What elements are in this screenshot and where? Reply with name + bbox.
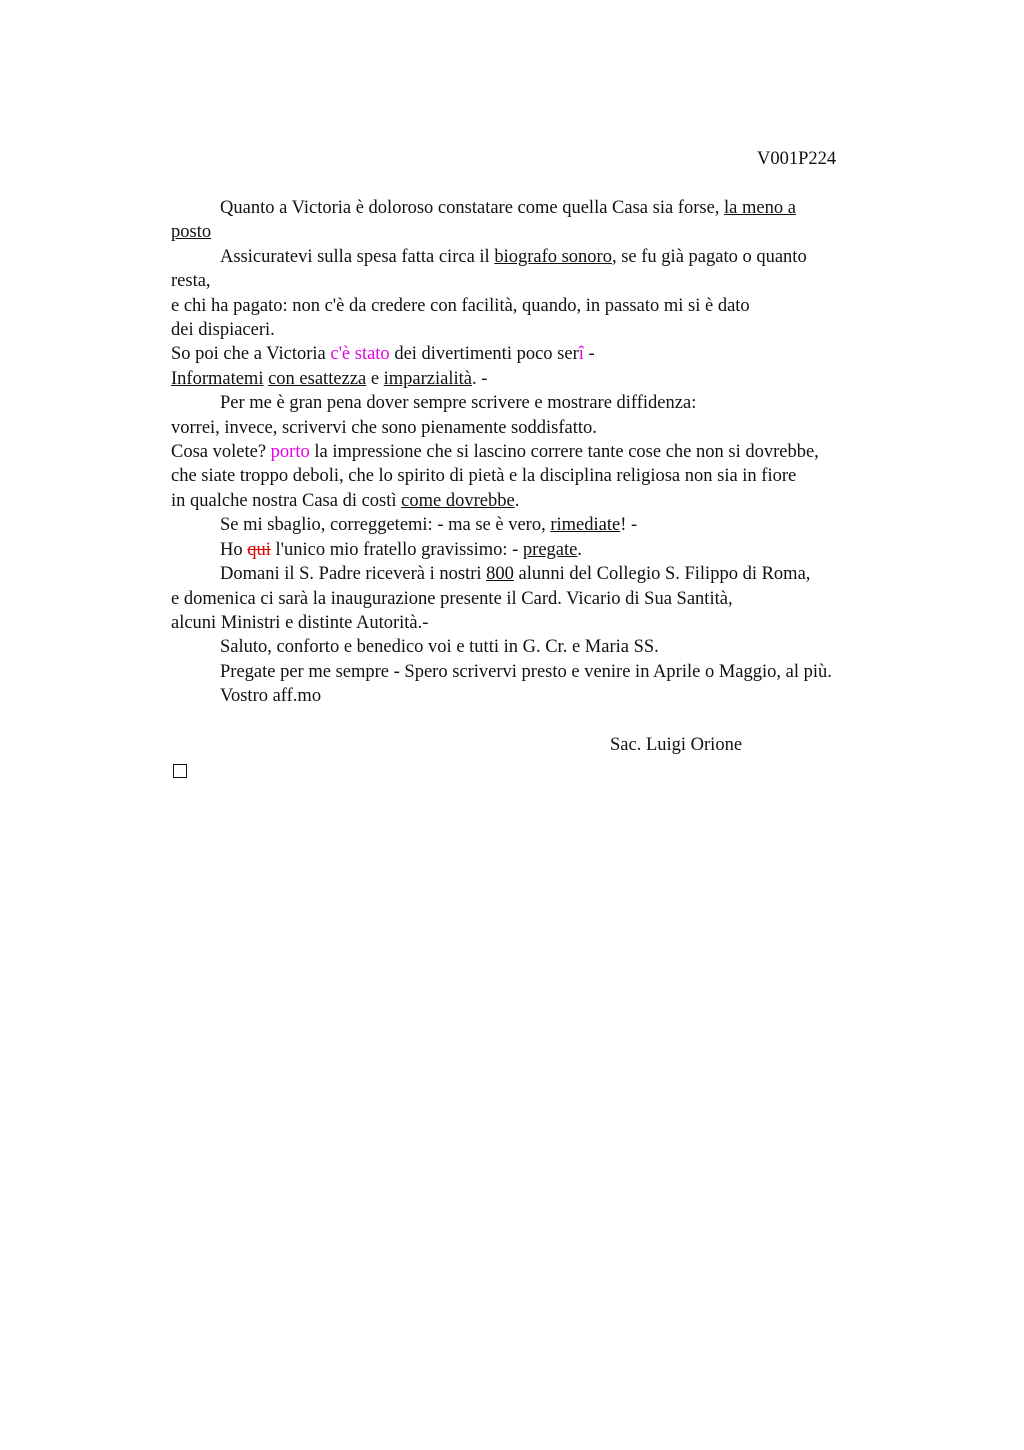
- underlined-text: imparzialità: [383, 368, 473, 389]
- signature: Sac. Luigi Orione: [610, 734, 743, 755]
- underlined-text: biografo sonoro: [494, 246, 612, 267]
- letter-line: dei dispiaceri.: [171, 320, 275, 341]
- letter-line: Pregate per me sempre - Spero scrivervi presto e venire in Aprile o Maggio, al più.: [220, 661, 832, 682]
- letter-line: in qualche nostra Casa di costì come dovrebbe.: [171, 490, 520, 511]
- letter-line: Cosa volete? porto la impressione che si lascino correre tante cose che non si dovrebbe,: [171, 442, 819, 463]
- page-code: V001P224: [757, 149, 837, 169]
- underlined-text: come dovrebbe: [401, 490, 515, 511]
- letter-line: che siate troppo deboli, che lo spirito di pietà e la disciplina religiosa non sia in fiore: [171, 466, 797, 487]
- letter-line: Ho qui l'unico mio fratello gravissimo: - pregate.: [220, 539, 582, 560]
- underlined-text: 800: [486, 564, 514, 585]
- square-icon: [173, 764, 187, 778]
- letter-line: Domani il S. Padre riceverà i nostri 800 alunni del Collegio S. Filippo di Roma,: [220, 564, 811, 585]
- closing-line: Vostro aff.mo: [220, 686, 322, 707]
- letter-line: e chi ha pagato: non c'è da credere con facilità, quando, in passato mi si è dato: [171, 295, 750, 316]
- letter-line: So poi che a Victoria c'è stato dei divertimenti poco serî -: [171, 344, 595, 365]
- underlined-text: rimediate: [550, 515, 621, 536]
- letter-line: alcuni Ministri e distinte Autorità.-: [171, 612, 429, 633]
- letter-line: Saluto, conforto e benedico voi e tutti in G. Cr. e Maria SS.: [220, 637, 659, 658]
- letter-line: Per me è gran pena dover sempre scrivere e mostrare diffidenza:: [220, 393, 697, 414]
- end-marker: [171, 757, 911, 785]
- underlined-text: Informatemi: [171, 368, 264, 389]
- letter-body: [171, 196, 911, 786]
- blank-line: [171, 709, 911, 733]
- highlighted-text: î: [578, 344, 584, 365]
- underlined-text: posto: [171, 222, 212, 243]
- letter-line: Se mi sbaglio, correggetemi: - ma se è vero, rimediate! -: [220, 515, 638, 536]
- letter-line: [171, 220, 911, 244]
- underlined-text: la meno a: [724, 198, 796, 218]
- letter-line: Assicuratevi sulla spesa fatta circa il biografo sonoro, se fu già pagato o quanto: [220, 246, 807, 267]
- letter-line: vorrei, invece, scrivervi che sono pienamente soddisfatto.: [171, 417, 597, 438]
- letter-line: Informatemi con esattezza e imparzialità. -: [171, 368, 488, 389]
- highlighted-text: c'è stato: [330, 344, 390, 365]
- underlined-text: con esattezza: [268, 368, 367, 389]
- highlighted-text: porto: [270, 442, 310, 463]
- letter-line: e domenica ci sarà la inaugurazione presente il Card. Vicario di Sua Santità,: [171, 588, 733, 609]
- letter-line: Quanto a Victoria è doloroso constatare come quella Casa sia forse, la meno a: [220, 198, 796, 218]
- letter-line: resta,: [171, 271, 211, 292]
- deleted-text: qui: [247, 539, 271, 560]
- underlined-text: pregate: [522, 539, 578, 560]
